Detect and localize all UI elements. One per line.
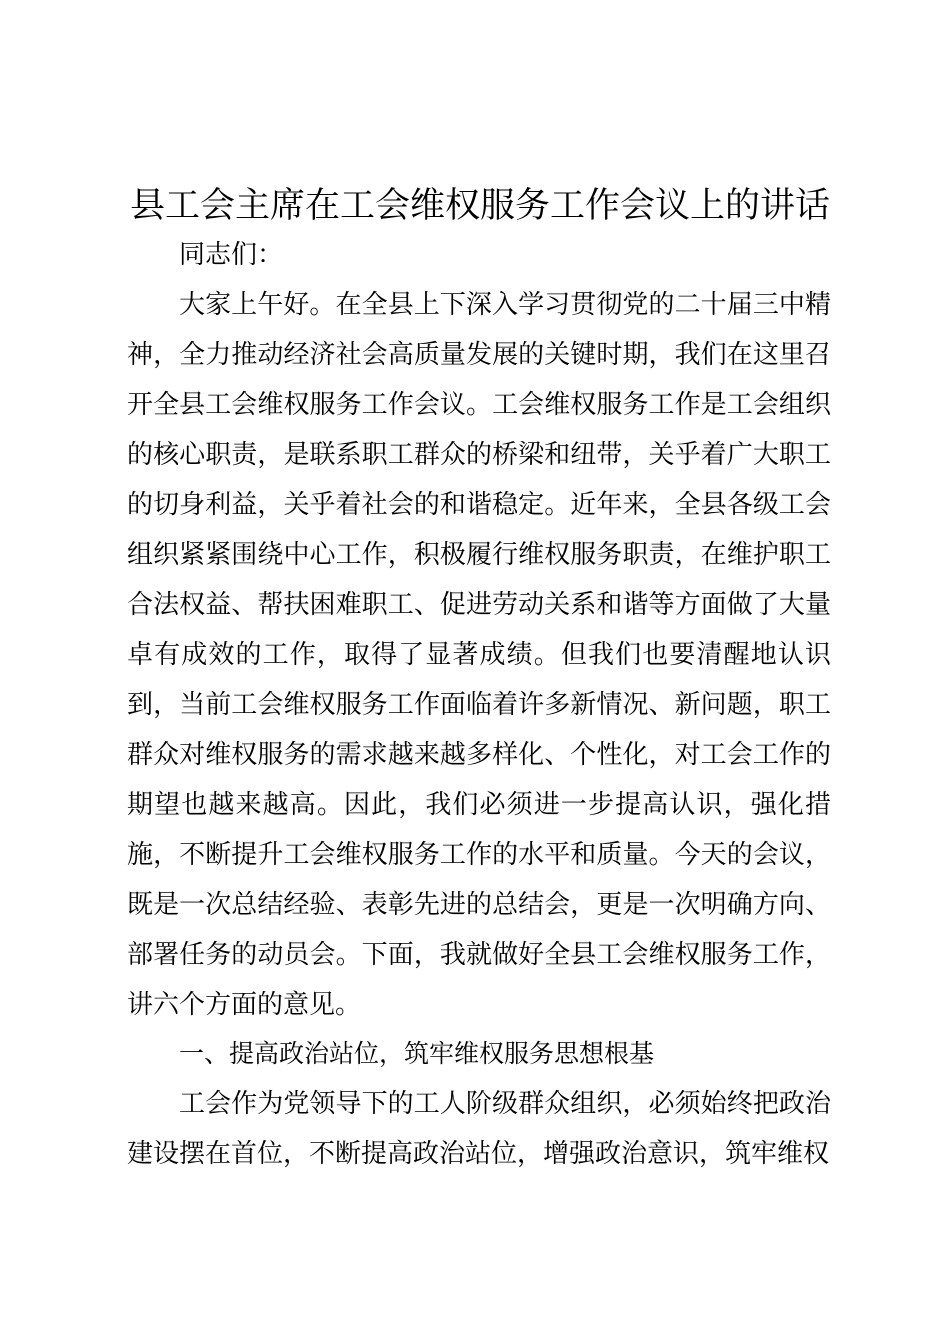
salutation: 同志们： (179, 240, 284, 270)
document-title: 县工会主席在工会维权服务工作会议上的讲话 (129, 186, 830, 226)
paragraph-opening: 大家上午好。在全县上下深入学习贯彻党的二十届三中精神，全力推动经济社会高质量发展的关键时期，我们在这里召开全县工会维权服务工作会议。工会维权服务工作是工会组织的核心职责，是联系职工群众的桥梁和纽带，关乎着广大职工的切身利益，关乎着社会的和谐稳定。近年来，全县各级工会组织紧紧围绕中心工作，积极履行维权服务职责，在维护职工合法权益、帮扶困难职工、促进劳动关系和谐等方面做了大量卓有成效的工作，取得了显著成绩。但我们也要清醒地认识到，当前工会维权服务工作面临着许多新情况、新问题，职工群众对维权服务的需求越来越多样化、个性化，对工会工作的期望也越来越高。因此，我们必须进一步提高认识，强化措施，不断提升工会维权服务工作的水平和质量。今天的会议，既是一次总结经验、表彰先进的总结会，更是一次明确方向、部署任务的动员会。下面，我就做好全县工会维权服务工作，讲六个方面的意见。 (127, 290, 831, 1020)
paragraph-section-1: 工会作为党领导下的工人阶级群众组织，必须始终把政治建设摆在首位，不断提高政治站位，增强政治意识，筑牢维权 (127, 1089, 831, 1169)
section-heading: 一、提高政治站位，筑牢维权服务思想根基 (179, 1039, 655, 1068)
